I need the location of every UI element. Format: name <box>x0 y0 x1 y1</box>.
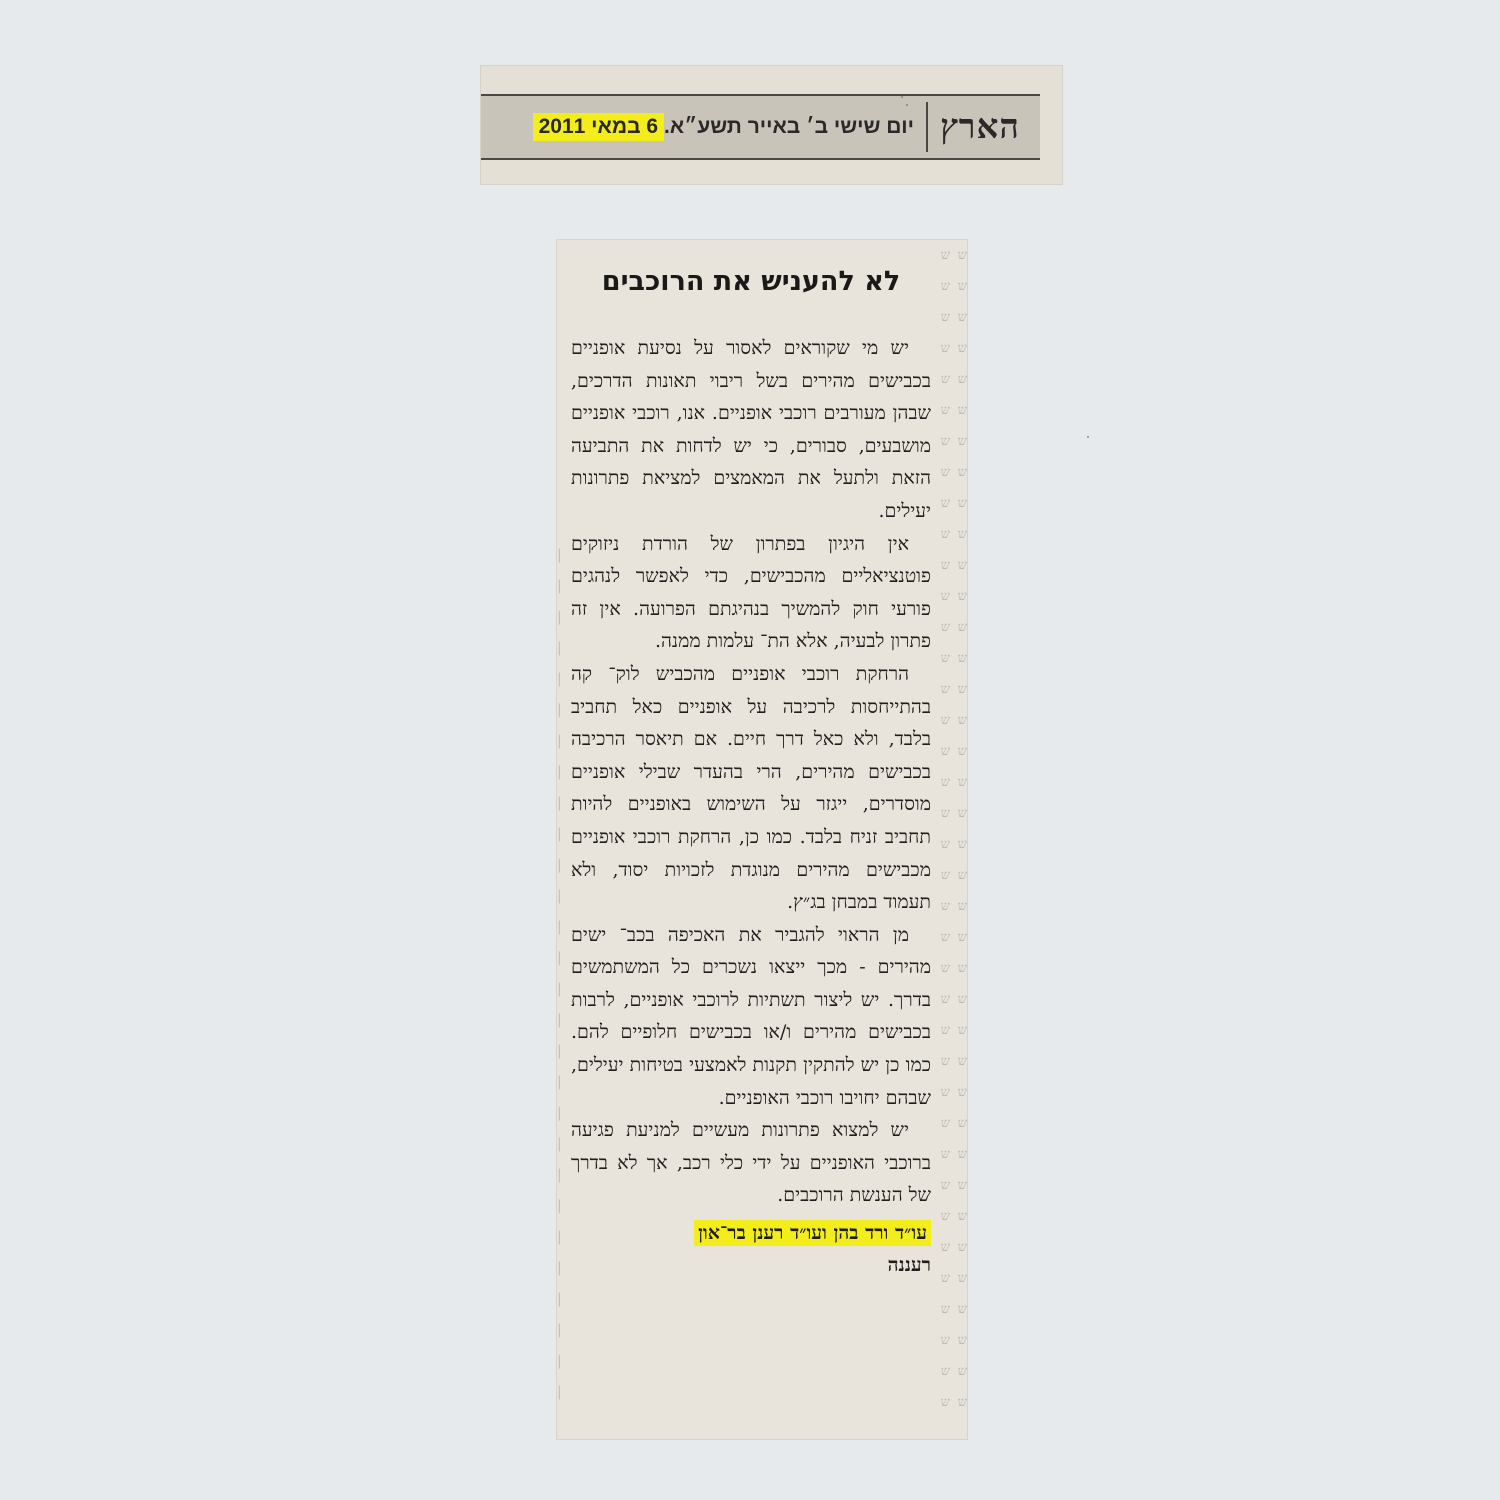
issue-date-highlight: 6 במאי 2011 <box>533 113 664 141</box>
newspaper-logo: הארץ <box>926 102 1032 152</box>
masthead-clipping <box>481 66 1062 184</box>
article-paragraph: אין היגיון בפתרון של הורדת ניזוקים פוטנציאליים מהכבישים, כדי לאפשר לנהגים פורעי חוק להמשיך בנהיגתם הפרועה. אין זה פתרון לבעיה, אלא הת־ עלמות ממנה. <box>571 532 931 653</box>
masthead-bar <box>481 94 1040 160</box>
article-paragraph: הרחקת רוכבי אופניים מהכביש לוק־ קה בהתייחסות לרכיבה על אופניים כאל תחביב בלבד, ולא כאל דרך חיים. אם תיאסר הרכיבה בכבישים מהירים, הרי בהעדר שבילי אופניים מוסדרים, ייגזר על השימוש באופניים להיות תחביב זניח בלבד. כמו כן, הרחקת רוכבי אופניים מכבישים מהירים מנוגדת לזכויות יסוד, ולא תעמוד במבחן בג״ץ. <box>571 662 931 914</box>
author-highlight: עו״ד ורד בהן ועו״ד רענן בר־און <box>694 1220 931 1246</box>
article-headline: לא להעניש את הרוכבים <box>601 266 901 297</box>
bleed-through-left: | | | | | | | | | | | | | | | | | | | | | | | | | | | | <box>557 547 562 1400</box>
article-text <box>571 332 931 1212</box>
article-paragraph: יש למצוא פתרונות מעשיים למניעת פגיעה ברוכבי האופניים על ידי כלי רכב, אך לא בדרך של הענשת הרוכבים. <box>571 1119 931 1207</box>
scan-speck <box>901 96 903 98</box>
scan-speck <box>906 104 908 106</box>
article-clipping <box>557 240 967 1439</box>
issue-date <box>533 110 914 144</box>
article-author <box>571 1218 931 1248</box>
issue-date-hebrew: יום שישי ב׳ באייר תשע״א. <box>664 115 914 138</box>
article-paragraph: מן הראוי להגביר את האכיפה בכב־ ישים מהירים - מכך ייצאו נשכרים כל המשתמשים בדרך. יש ליצור תשתיות לרוכבי אופניים, לרבות בכבישים מהירים ו/או בכבישים חלופיים להם. כמו כן יש להתקין תקנות לאמצעי בטיחות יעילים, שבהם יחויבו רוכבי האופניים. <box>571 923 931 1109</box>
article-paragraph: יש מי שקוראים לאסור על נסיעת אופניים בכבישים מהירים בשל ריבוי תאונות הדרכים, שבהן מעורבים רוכבי אופניים. אנו, רוכבי אופניים מושבעים, סבורים, כי יש לדחות את התביעה הזאת ולתעל את המאמצים למציאת פתרונות יעילים. <box>571 337 931 522</box>
bleed-through-right: ש ש ש ש ש ש ש ש ש ש ש ש ש ש ש ש ש ש ש ש ש ש ש ש ש ש ש ש ש ש ש ש ש ש ש ש ש ש ש ש ש ש ש ש ש ש ש ש ש ש ש ש ש ש ש ש ש ש ש ש ש ש ש ש ש ש ש ש ש ש ש ש ש ש ש ש <box>940 248 967 1410</box>
scan-speck <box>1087 436 1089 438</box>
article-body <box>571 262 931 1282</box>
author-city: רעננה <box>887 1254 931 1277</box>
